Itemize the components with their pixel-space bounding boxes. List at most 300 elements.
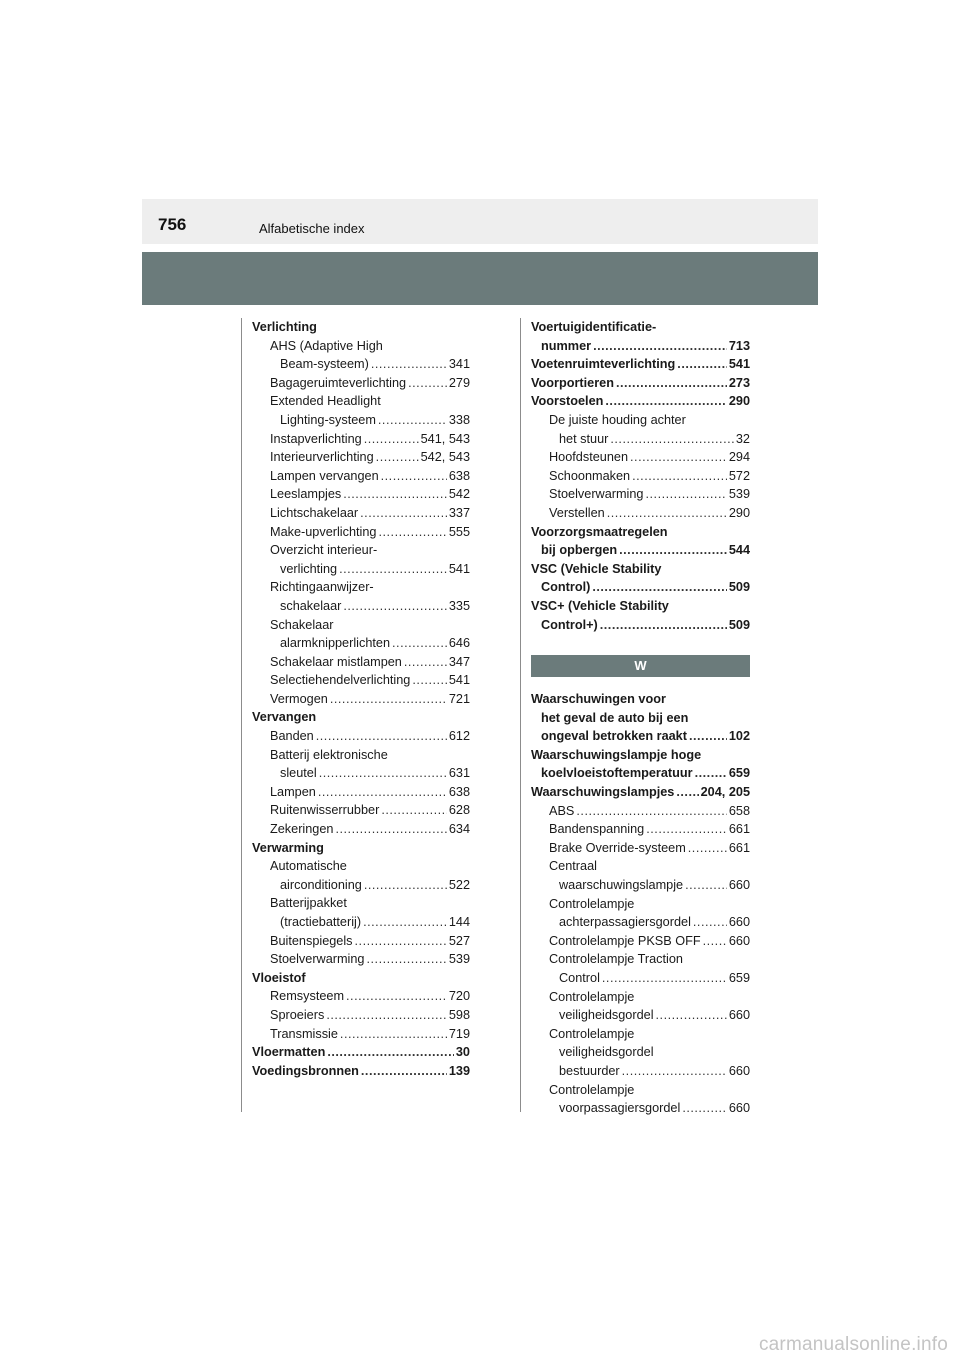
page-reference[interactable]: 542: [448, 487, 470, 502]
index-subentry: [252, 448, 470, 467]
dot-leader: [335, 820, 446, 839]
entry-line: [549, 504, 750, 523]
entry-line: [252, 1062, 470, 1081]
entry-line: [270, 820, 470, 839]
entry-line: [252, 839, 470, 858]
entry-text: Vervangen: [252, 710, 317, 725]
entry-line: [549, 932, 750, 951]
entry-text: Waarschuwingen voor: [531, 692, 666, 707]
page-reference[interactable]: 30: [455, 1045, 470, 1060]
entry-text: Bagageruimteverlichting: [270, 375, 407, 390]
dot-leader: [646, 820, 727, 839]
index-subentry: [252, 578, 470, 615]
page-reference[interactable]: 638: [448, 784, 470, 799]
entry-text: Controlelampje: [549, 1026, 635, 1041]
entry-text: ongeval betrokken raakt: [541, 729, 687, 744]
page-number: 756: [158, 215, 187, 234]
entry-text: alarmknipperlichten: [280, 636, 391, 651]
index-subentry: [252, 987, 470, 1006]
page-reference[interactable]: 204, 205: [700, 785, 750, 800]
dot-leader: [339, 560, 447, 579]
entry-line: [270, 504, 470, 523]
dot-leader: [340, 1025, 447, 1044]
index-section-w: [531, 690, 750, 1118]
entry-text: Make-upverlichting: [270, 524, 377, 539]
entry-line: [270, 987, 470, 1006]
index-subentry: [531, 485, 750, 504]
dot-leader: [392, 634, 447, 653]
entry-line: [531, 746, 750, 765]
entry-text: Control: [559, 971, 600, 985]
index-subentry: [531, 932, 750, 951]
entry-text: Overzicht interieur-: [270, 543, 378, 558]
entry-line: [549, 1025, 750, 1044]
dot-leader: [685, 876, 727, 895]
entry-line: [531, 392, 750, 411]
page-reference[interactable]: 541, 543: [420, 431, 470, 446]
index-subentry: [252, 801, 470, 820]
entry-text: Lampen: [270, 784, 316, 799]
entry-line: [270, 541, 470, 560]
page-reference[interactable]: 661: [728, 822, 750, 837]
entry-text: AHS (Adaptive High: [270, 338, 383, 353]
entry-text: bestuurder: [559, 1063, 620, 1078]
index-entry: [531, 523, 750, 560]
index-subentry: [252, 1006, 470, 1025]
page-reference[interactable]: 539: [448, 952, 470, 967]
entry-text: Stoelverwarming: [549, 487, 644, 502]
page-reference[interactable]: 612: [448, 729, 470, 744]
entry-text: verlichting: [280, 561, 338, 576]
page-reference[interactable]: 541: [728, 357, 750, 372]
index-entry: [252, 1043, 470, 1062]
dot-leader: [602, 969, 727, 988]
entry-line: [549, 857, 750, 876]
index-subentry: [252, 467, 470, 486]
page-reference[interactable]: 539: [728, 487, 750, 502]
entry-text: Verstellen: [549, 505, 605, 520]
index-entry: [252, 969, 470, 988]
entry-text: Stoelverwarming: [270, 952, 365, 967]
entry-line: [531, 764, 750, 783]
entry-text: Controlelampje PKSB OFF: [549, 933, 701, 948]
page-reference[interactable]: 661: [728, 840, 750, 855]
dot-leader: [346, 987, 447, 1006]
dot-leader: [381, 467, 447, 486]
dot-leader: [656, 1006, 727, 1025]
entry-text: Buitenspiegels: [270, 933, 353, 948]
page-reference[interactable]: 347: [448, 654, 470, 669]
index-entry: [531, 746, 750, 783]
entry-line: [270, 430, 470, 449]
index-subentry: [252, 690, 470, 709]
index-subentry: [252, 950, 470, 969]
page-reference[interactable]: 509: [728, 617, 750, 632]
entry-text: Hoofdsteunen: [549, 450, 629, 465]
entry-line: [549, 467, 750, 486]
dot-leader: [689, 727, 727, 746]
entry-text: Banden: [270, 729, 314, 744]
entry-text: Control+): [541, 617, 598, 632]
page-reference[interactable]: 337: [448, 505, 470, 520]
page-reference[interactable]: 338: [448, 412, 470, 427]
entry-line: [531, 727, 750, 746]
entry-text: Extended Headlight: [270, 394, 381, 409]
entry-line: [531, 337, 750, 356]
page-reference[interactable]: 541: [448, 673, 470, 688]
entry-line: [549, 430, 750, 449]
page-reference[interactable]: 638: [448, 468, 470, 483]
entry-text: nummer: [541, 338, 592, 353]
dot-leader: [355, 932, 447, 951]
entry-text: Schoonmaken: [549, 468, 631, 483]
page-reference[interactable]: 527: [448, 933, 470, 948]
page-reference[interactable]: 660: [728, 1008, 750, 1023]
index-section-v: [531, 318, 750, 634]
entry-text: Interieurverlichting: [270, 450, 374, 465]
entry-text: (tractiebatterij): [280, 915, 362, 929]
entry-text: Bandenspanning: [549, 822, 645, 837]
dot-leader: [408, 374, 447, 393]
index-subentry: [252, 820, 470, 839]
page-reference[interactable]: 32: [735, 431, 750, 446]
index-entry: [531, 597, 750, 634]
entry-text: Voetenruimteverlichting: [531, 357, 676, 372]
page-reference[interactable]: 144: [448, 915, 470, 929]
entry-text: ABS: [549, 803, 575, 818]
dot-leader: [619, 541, 727, 560]
page-reference[interactable]: 598: [448, 1007, 470, 1022]
page-reference[interactable]: 646: [448, 636, 470, 651]
index-subentry: [252, 746, 470, 783]
page-reference[interactable]: 628: [448, 803, 470, 818]
dot-leader: [412, 671, 446, 690]
dot-leader: [676, 783, 698, 802]
index-subentry: [252, 653, 470, 672]
entry-text: Beam-systeem): [280, 357, 369, 372]
entry-text: Sproeiers: [270, 1007, 325, 1022]
entry-text: Controlelampje: [549, 896, 635, 911]
index-subentry: [531, 857, 750, 894]
entry-text: Verlichting: [252, 320, 317, 334]
index-entry: [531, 690, 750, 746]
page-reference[interactable]: 721: [448, 691, 470, 706]
dot-leader: [318, 783, 447, 802]
entry-line: [270, 671, 470, 690]
page-reference[interactable]: 634: [448, 822, 470, 837]
entry-line: [270, 392, 470, 411]
page-reference[interactable]: 720: [448, 989, 470, 1004]
page-reference[interactable]: 660: [728, 878, 750, 893]
index-subentry: [252, 374, 470, 393]
entry-text: Verwarming: [252, 840, 324, 855]
index-subentry: [252, 541, 470, 578]
entry-line: [549, 839, 750, 858]
dot-leader: [361, 1062, 447, 1081]
index-entry: [252, 318, 470, 337]
entry-line: [270, 913, 470, 932]
index-entry: [531, 560, 750, 597]
entry-line: [270, 578, 470, 597]
entry-text: airconditioning: [280, 877, 362, 892]
entry-line: [531, 541, 750, 560]
entry-line: [549, 1081, 750, 1100]
dot-leader: [593, 337, 727, 356]
entry-line: [270, 1025, 470, 1044]
entry-line: [531, 578, 750, 597]
entry-line: [549, 448, 750, 467]
entry-line: [531, 523, 750, 542]
entry-text: Voorzorgsmaatregelen: [531, 524, 668, 539]
entry-text: Selectiehendelverlichting: [270, 673, 411, 688]
entry-line: [549, 802, 750, 821]
index-subentry: [252, 430, 470, 449]
index-subentry: [252, 523, 470, 542]
entry-line: [549, 411, 750, 430]
index-subentry: [531, 802, 750, 821]
entry-line: [531, 616, 750, 635]
index-subentry: [252, 727, 470, 746]
page-reference[interactable]: 659: [728, 766, 750, 781]
page-reference[interactable]: 541: [448, 561, 470, 576]
entry-text: Vloermatten: [252, 1045, 326, 1060]
entry-text: De juiste houding achter: [549, 412, 686, 427]
entry-text: Lampen vervangen: [270, 468, 379, 483]
index-entry: [252, 839, 470, 858]
page-reference[interactable]: 341: [448, 357, 470, 372]
entry-text: Centraal: [549, 859, 597, 874]
page-reference[interactable]: 713: [728, 338, 750, 353]
entry-text: Schakelaar mistlampen: [270, 654, 402, 669]
page-reference[interactable]: 273: [728, 375, 750, 390]
entry-line: [270, 783, 470, 802]
entry-line: [270, 857, 470, 876]
entry-text: Lichtschakelaar: [270, 505, 359, 520]
dot-leader: [316, 727, 447, 746]
entry-text: VSC (Vehicle Stability: [531, 561, 662, 576]
entry-line: [270, 467, 470, 486]
entry-line: [549, 969, 750, 988]
dot-leader: [378, 411, 447, 430]
entry-text: Transmissie: [270, 1026, 338, 1041]
entry-line: [549, 913, 750, 932]
dot-leader: [695, 764, 727, 783]
index-subentry: [531, 411, 750, 448]
index-subentry: [531, 950, 750, 987]
dot-leader: [367, 950, 447, 969]
entry-line: [549, 1099, 750, 1118]
entry-line: [270, 1006, 470, 1025]
page-reference[interactable]: 572: [728, 468, 750, 483]
dot-leader: [646, 485, 727, 504]
page-reference[interactable]: 542, 543: [420, 450, 470, 465]
entry-line: [270, 411, 470, 430]
dot-leader: [363, 913, 447, 932]
entry-line: [531, 597, 750, 616]
entry-line: [531, 560, 750, 579]
entry-text: veiligheidsgordel: [559, 1008, 654, 1023]
dot-leader: [682, 1099, 727, 1118]
column-divider-middle: [520, 318, 521, 1112]
index-entry: [252, 708, 470, 727]
page-reference[interactable]: 660: [728, 915, 750, 930]
entry-text: bij opbergen: [541, 543, 618, 558]
dot-leader: [703, 932, 727, 951]
dot-leader: [605, 392, 726, 411]
page-reference[interactable]: 659: [728, 971, 750, 985]
entry-line: [270, 950, 470, 969]
index-subentry: [252, 392, 470, 429]
entry-line: [549, 1006, 750, 1025]
entry-text: Waarschuwingslampje hoge: [531, 747, 702, 762]
entry-line: [531, 709, 750, 728]
index-subentry: [252, 857, 470, 894]
entry-line: [549, 876, 750, 895]
dot-leader: [616, 374, 727, 393]
entry-line: [270, 374, 470, 393]
index-subentry: [252, 337, 470, 374]
dot-leader: [610, 430, 734, 449]
entry-line: [270, 523, 470, 542]
page-reference[interactable]: 555: [448, 524, 470, 539]
entry-line: [549, 950, 750, 969]
entry-text: Controlelampje: [549, 989, 635, 1004]
page-reference[interactable]: 658: [728, 803, 750, 818]
page-reference[interactable]: 631: [448, 766, 470, 781]
entry-text: Leeslampjes: [270, 487, 342, 502]
header-bar: [142, 199, 818, 244]
entry-text: Voorportieren: [531, 375, 614, 390]
entry-line: [270, 690, 470, 709]
page-reference[interactable]: 279: [448, 375, 470, 390]
index-subentry: [252, 783, 470, 802]
entry-text: achterpassagiersgordel: [559, 915, 691, 930]
dot-leader: [600, 616, 727, 635]
page-reference[interactable]: 719: [448, 1026, 470, 1041]
entry-line: [549, 895, 750, 914]
dot-leader: [404, 653, 447, 672]
dot-leader: [688, 839, 727, 858]
entry-line: [252, 969, 470, 988]
entry-line: [270, 932, 470, 951]
entry-line: [531, 690, 750, 709]
index-subentry: [252, 1025, 470, 1044]
entry-text: Controlelampje Traction: [549, 952, 683, 967]
index-subentry: [252, 932, 470, 951]
entry-text: Batterijpakket: [270, 896, 347, 911]
index-column-right: [531, 318, 750, 1118]
column-divider-left: [241, 318, 242, 1112]
entry-text: Control): [541, 580, 591, 595]
entry-text: waarschuwingslampje: [559, 878, 684, 893]
entry-text: Zekeringen: [270, 822, 334, 837]
entry-line: [270, 653, 470, 672]
entry-line: [270, 634, 470, 653]
dot-leader: [371, 355, 447, 374]
dot-leader: [343, 485, 447, 504]
entry-text: Vermogen: [270, 691, 328, 706]
index-subentry: [252, 616, 470, 653]
page-reference[interactable]: 522: [448, 877, 470, 892]
page-reference[interactable]: 335: [448, 598, 470, 613]
dot-leader: [319, 764, 447, 783]
index-subentry: [252, 504, 470, 523]
entry-line: [531, 355, 750, 374]
index-entry: [252, 1062, 470, 1081]
entry-line: [270, 597, 470, 616]
dot-leader: [360, 504, 447, 523]
watermark: carmanualsonline.info: [758, 1334, 948, 1355]
entry-text: Voertuigidentificatie-: [531, 320, 657, 334]
entry-line: [270, 485, 470, 504]
entry-text: het geval de auto bij een: [541, 710, 689, 725]
index-entry: [531, 392, 750, 411]
page-reference[interactable]: 660: [728, 933, 750, 948]
entry-line: [549, 1062, 750, 1081]
letter-heading-w: W: [531, 655, 750, 677]
entry-line: [531, 318, 750, 337]
entry-text: veiligheidsgordel: [559, 1045, 654, 1060]
page-reference[interactable]: 294: [728, 450, 750, 465]
page-reference[interactable]: 660: [728, 1101, 750, 1116]
page-reference[interactable]: 290: [728, 505, 750, 520]
index-subentry: [252, 894, 470, 931]
entry-line: [252, 318, 470, 337]
index-column-left: [252, 318, 470, 1080]
header-band: [142, 252, 818, 305]
entry-text: Lighting-systeem: [280, 412, 376, 427]
index-subentry: [531, 1081, 750, 1118]
page-reference[interactable]: 290: [728, 394, 750, 409]
entry-line: [270, 616, 470, 635]
entry-line: [549, 820, 750, 839]
entry-text: VSC+ (Vehicle Stability: [531, 598, 669, 613]
entry-text: Remsysteem: [270, 989, 345, 1004]
dot-leader: [364, 876, 447, 895]
page-reference[interactable]: 139: [448, 1063, 470, 1078]
entry-text: Vloeistof: [252, 970, 306, 985]
index-subentry: [252, 485, 470, 504]
dot-leader: [326, 1006, 447, 1025]
page-reference[interactable]: 660: [728, 1063, 750, 1078]
dot-leader: [677, 355, 727, 374]
page-reference[interactable]: 544: [728, 543, 750, 558]
page-reference[interactable]: 102: [728, 729, 750, 744]
section-title: Alfabetische index: [259, 221, 365, 236]
page-reference[interactable]: 509: [728, 580, 750, 595]
entry-text: sleutel: [280, 766, 317, 781]
entry-text: Schakelaar: [270, 617, 334, 632]
entry-line: [270, 355, 470, 374]
entry-text: voorpassagiersgordel: [559, 1101, 681, 1116]
index-subentry: [531, 448, 750, 467]
entry-line: [270, 764, 470, 783]
entry-text: Batterij elektronische: [270, 747, 388, 762]
dot-leader: [607, 504, 727, 523]
dot-leader: [364, 430, 419, 449]
index-entry: [531, 355, 750, 374]
dot-leader: [327, 1043, 454, 1062]
entry-text: Automatische: [270, 859, 347, 874]
entry-line: [270, 727, 470, 746]
entry-line: [252, 708, 470, 727]
dot-leader: [381, 801, 447, 820]
index-entry: [531, 783, 750, 802]
entry-line: [270, 894, 470, 913]
entry-text: Controlelampje: [549, 1082, 635, 1097]
entry-line: [549, 1043, 750, 1062]
index-subentry: [531, 467, 750, 486]
